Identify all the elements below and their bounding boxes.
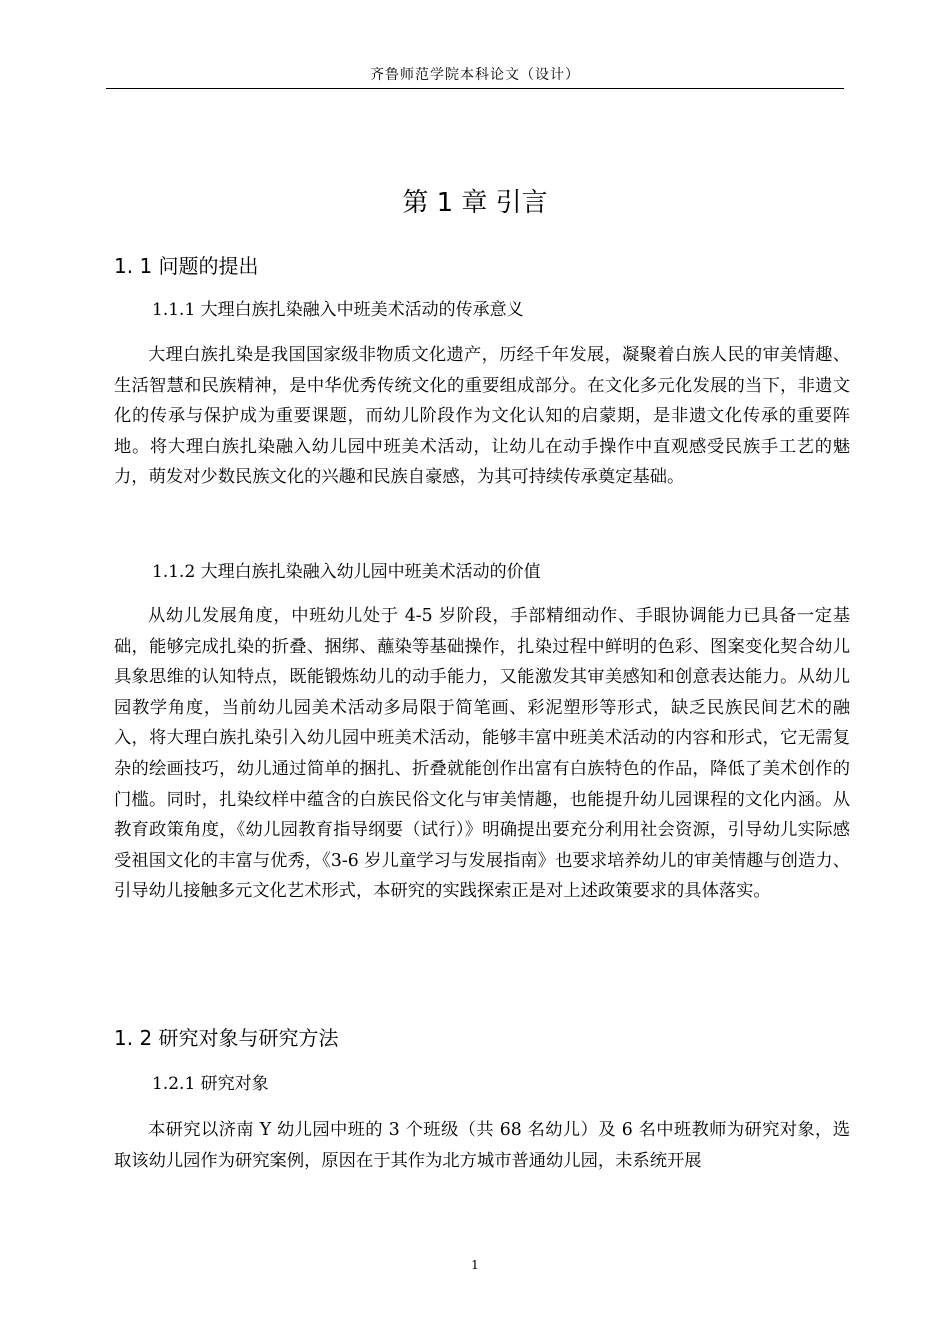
paragraph-1-1-2: 从幼儿发展角度，中班幼儿处于 4-5 岁阶段，手部精细动作、手眼协调能力已具备一定基础，能够完成扎染的折叠、捆绑、蘸染等基础操作，扎染过程中鲜明的色彩、图案变化契合幼儿具象思维的认知特点，既能锻炼幼儿的动手能力，又能激发其审美感知和创意表达能力。从幼儿园教学角度，当前幼儿园美术活动多局限于简笔画、彩泥塑形等形式，缺乏民族民间艺术的融入，将大理白族扎染引入幼儿园中班美术活动，能够丰富中班美术活动的内容和形式，它无需复杂的绘画技巧，幼儿通过简单的捆扎、折叠就能创作出富有白族特色的作品，降低了美术创作的门槛。同时，扎染纹样中蕴含的白族民俗文化与审美情趣，也能提升幼儿园课程的文化内涵。从教育政策角度，《幼儿园教育指导纲要（试行）》明确提出要充分利用社会资源，引导幼儿实际感受祖国文化的丰富与优秀，《3-6 岁儿童学习与发展指南》也要求培养幼儿的审美情趣与创造力、引导幼儿接触多元文化艺术形式，本研究的实践探索正是对上述政策要求的具体落实。 bbox=[114, 606, 850, 902]
subsection-heading-1-1-1: 1.1.1 大理白族扎染融入中班美术活动的传承意义 bbox=[152, 300, 524, 320]
header-rule bbox=[106, 88, 844, 89]
subsection-heading-1-2-1: 1.2.1 研究对象 bbox=[152, 1074, 269, 1094]
paragraph-1-2-1: 本研究以济南 Y 幼儿园中班的 3 个班级（共 68 名幼儿）及 6 名中班教师为研究对象，选取该幼儿园作为研究案例，原因在于其作为北方城市普通幼儿园，未系统开展 bbox=[114, 1120, 850, 1171]
section-heading-1-1: 1. 1 问题的提出 bbox=[114, 254, 259, 278]
section-heading-1-2: 1. 2 研究对象与研究方法 bbox=[114, 1026, 339, 1050]
chapter-title: 第 1 章 引言 bbox=[402, 188, 548, 218]
subsection-heading-1-1-2: 1.1.2 大理白族扎染融入幼儿园中班美术活动的价值 bbox=[152, 562, 541, 582]
paragraph-1-1-1: 大理白族扎染是我国国家级非物质文化遗产，历经千年发展，凝聚着白族人民的审美情趣、生活智慧和民族精神，是中华优秀传统文化的重要组成部分。在文化多元化发展的当下，非遗文化的传承与保护成为重要课题，而幼儿阶段作为文化认知的启蒙期，是非遗文化传承的重要阵地。将大理白族扎染融入幼儿园中班美术活动，让幼儿在动手操作中直观感受民族手工艺的魅力，萌发对少数民族文化的兴趣和民族自豪感，为其可持续传承奠定基础。 bbox=[114, 345, 850, 488]
page-number: 1 bbox=[471, 1258, 479, 1272]
running-header: 齐鲁师范学院本科论文（设计） bbox=[370, 67, 580, 83]
